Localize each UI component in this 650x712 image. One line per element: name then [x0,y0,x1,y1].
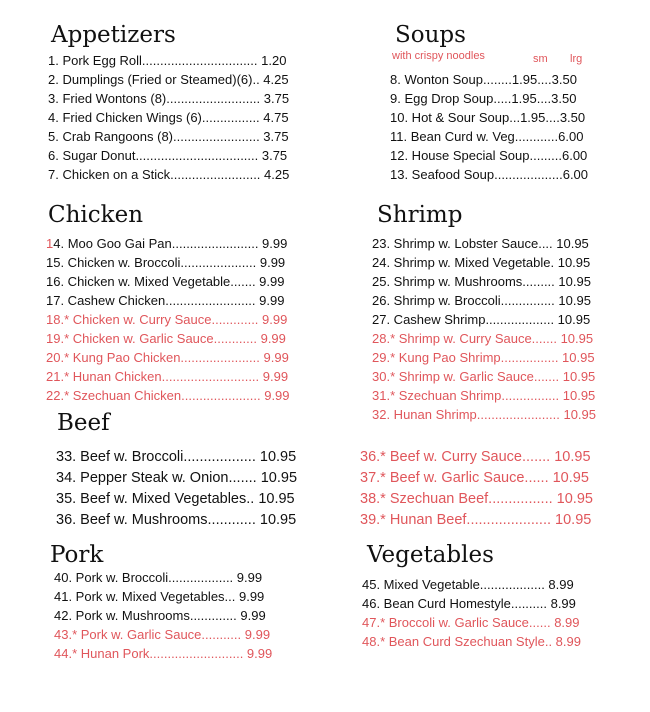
menu-item [46,236,287,252]
spicy-menu-item: 28.* Shrimp w. Curry Sauce....... 10.95 [372,331,594,346]
item-number-prefix: 1 [46,236,54,251]
menu-item: 46. Bean Curd Homestyle.......... 8.99 [362,596,576,611]
soups-size-small-label: sm [533,53,548,65]
spicy-menu-item: 18.* Chicken w. Curry Sauce............. 9.99 [46,312,288,327]
spicy-menu-item: 36.* Beef w. Curry Sauce....... 10.95 [360,449,591,465]
appetizers-heading: Appetizers [51,22,176,48]
menu-item: 1. Pork Egg Roll................................ 1.20 [48,53,287,68]
vegetables-heading: Vegetables [367,542,494,568]
menu-item: 16. Chicken w. Mixed Vegetable....... 9.99 [46,274,285,289]
menu-item: 2. Dumplings (Fried or Steamed)(6).. 4.25 [48,72,289,87]
spicy-menu-item: 39.* Hunan Beef..................... 10.95 [360,512,592,528]
menu-item: 10. Hot & Sour Soup...1.95....3.50 [390,110,586,125]
spicy-menu-item: 37.* Beef w. Garlic Sauce...... 10.95 [360,470,589,486]
menu-item: 4. Fried Chicken Wings (6)................ 4.75 [48,110,289,125]
menu-item: 24. Shrimp w. Mixed Vegetable. 10.95 [372,255,591,270]
spicy-menu-item: 31.* Szechuan Shrimp................ 10.95 [372,388,596,403]
menu-item: 36. Beef w. Mushrooms............ 10.95 [56,512,297,528]
menu-item: 42. Pork w. Mushrooms............. 9.99 [54,608,266,623]
spicy-menu-item: 30.* Shrimp w. Garlic Sauce....... 10.95 [372,369,596,384]
pork-heading: Pork [50,542,104,568]
spicy-menu-item: 43.* Pork w. Garlic Sauce........... 9.99 [54,627,271,642]
chicken-heading: Chicken [48,202,144,228]
spicy-menu-item: 38.* Szechuan Beef................ 10.95 [360,491,593,507]
menu-item: 15. Chicken w. Broccoli..................... 9.99 [46,255,286,270]
menu-item: 6. Sugar Donut.................................. 3.75 [48,148,288,163]
menu-item: 9. Egg Drop Soup.....1.95....3.50 [390,91,577,106]
spicy-menu-item: 22.* Szechuan Chicken...................... 9.99 [46,388,290,403]
menu-item: 26. Shrimp w. Broccoli............... 10.95 [372,293,591,308]
spicy-menu-item: 29.* Kung Pao Shrimp................ 10.95 [372,350,595,365]
menu-item: 40. Pork w. Broccoli.................. 9.99 [54,570,263,585]
soups-note: with crispy noodles [392,50,485,62]
spicy-menu-item: 48.* Bean Curd Szechuan Style.. 8.99 [362,634,581,649]
menu-item: 33. Beef w. Broccoli.................. 10.95 [56,449,297,465]
soups-heading: Soups [395,22,466,48]
beef-heading: Beef [57,410,110,436]
shrimp-heading: Shrimp [377,202,463,228]
spicy-menu-item: 44.* Hunan Pork.......................... 9.99 [54,646,273,661]
menu-item: 5. Crab Rangoons (8)........................ 3.75 [48,129,289,144]
menu-item: 35. Beef w. Mixed Vegetables.. 10.95 [56,491,295,507]
menu-item: 25. Shrimp w. Mushrooms......... 10.95 [372,274,591,289]
menu-item: 11. Bean Curd w. Veg............6.00 [390,129,584,144]
soups-size-large-label: lrg [570,53,583,65]
menu-item: 12. House Special Soup.........6.00 [390,148,588,163]
menu-item: 34. Pepper Steak w. Onion....... 10.95 [56,470,298,486]
menu-item: 3. Fried Wontons (8).......................... 3.75 [48,91,290,106]
menu-item: 41. Pork w. Mixed Vegetables... 9.99 [54,589,265,604]
spicy-menu-item: 47.* Broccoli w. Garlic Sauce...... 8.99 [362,615,580,630]
menu-item: 45. Mixed Vegetable.................. 8.99 [362,577,574,592]
menu-item: 27. Cashew Shrimp................... 10.95 [372,312,591,327]
menu-item: 13. Seafood Soup...................6.00 [390,167,589,182]
menu-item: 23. Shrimp w. Lobster Sauce.... 10.95 [372,236,589,251]
menu-item: 8. Wonton Soup........1.95....3.50 [390,72,577,87]
spicy-menu-item: 20.* Kung Pao Chicken...................... 9.99 [46,350,289,365]
item-text: 4. Moo Goo Gai Pan........................ 9.99 [53,236,288,251]
menu-item: 7. Chicken on a Stick......................... 4.25 [48,167,290,182]
menu-item: 17. Cashew Chicken......................... 9.99 [46,293,285,308]
spicy-menu-item: 32. Hunan Shrimp....................... 10.95 [372,407,596,422]
spicy-menu-item: 21.* Hunan Chicken........................... 9.99 [46,369,289,384]
spicy-menu-item: 19.* Chicken w. Garlic Sauce............ 9.99 [46,331,286,346]
